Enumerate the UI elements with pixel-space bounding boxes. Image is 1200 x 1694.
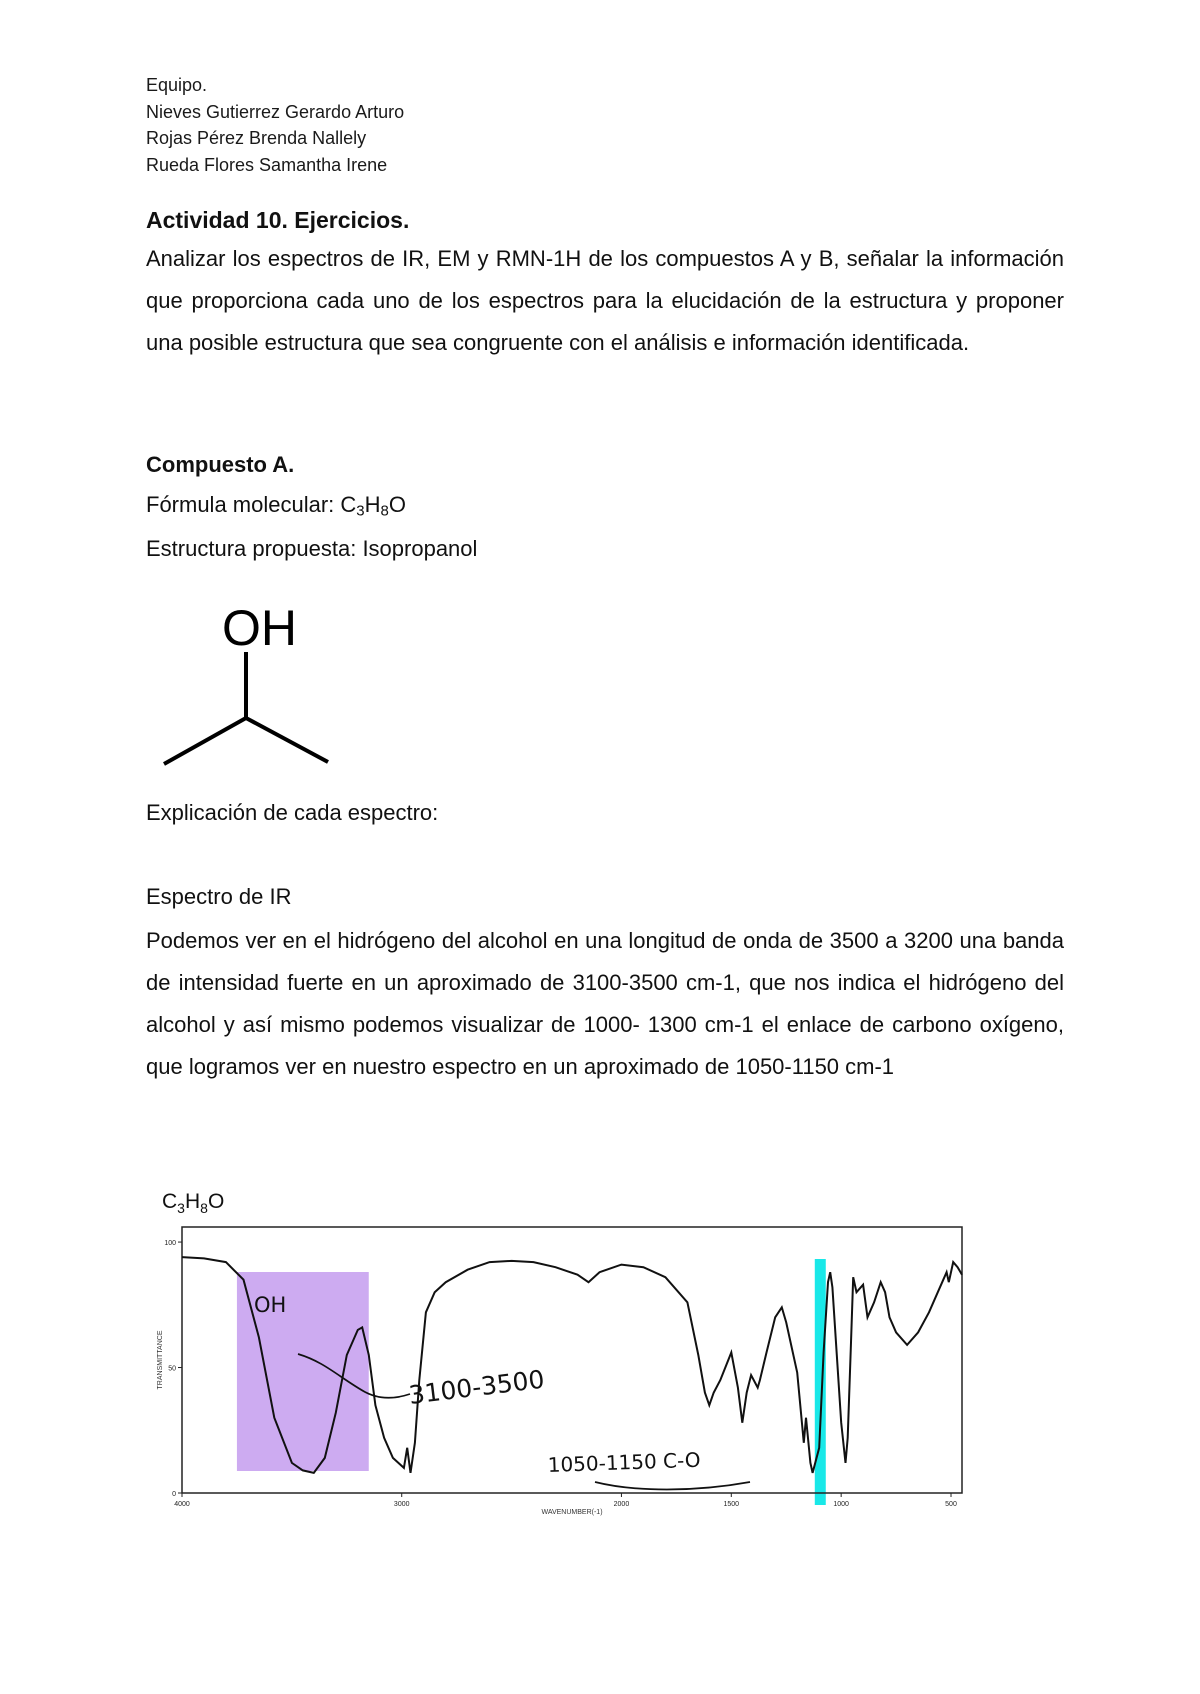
highlight-band xyxy=(815,1259,826,1505)
formula-c: C xyxy=(340,492,357,517)
ir-explanation: Podemos ver en el hidrógeno del alcohol en una longitud de onda de 3500 a 3200 una banda de intensidad fuerte en un aproximado de 3100-3500 cm-1, que nos indica el hidrógeno del alcohol y así mismo podemos visualizar de 1000- 1300 cm-1 el enlace de carbono oxígeno, que logramos ver en nuestro espectro en un aproximado de 1050-1150 cm-1 xyxy=(146,928,1064,1079)
chart-title-h: H xyxy=(184,1190,201,1213)
formula-h: H xyxy=(364,492,381,517)
y-tick-label: 50 xyxy=(168,1365,176,1373)
oh-annotation: OH xyxy=(254,1293,287,1317)
proposed-structure: Estructura propuesta: Isopropanol xyxy=(146,536,478,561)
annotation-stroke-co xyxy=(595,1482,750,1490)
y-tick-label: 100 xyxy=(164,1240,176,1248)
molecular-formula xyxy=(146,492,406,518)
formula-c-count: 3 xyxy=(356,502,365,520)
chart-title-o: O xyxy=(207,1190,225,1213)
x-tick-label: 4000 xyxy=(174,1501,190,1508)
team-label: Equipo. xyxy=(146,75,208,95)
formula-o: O xyxy=(388,492,406,517)
formula-h-count: 8 xyxy=(380,502,389,520)
explanation-label: Explicación de cada espectro: xyxy=(146,800,439,825)
team-block xyxy=(146,72,404,178)
ir-spectrum-chart xyxy=(150,1180,1070,1560)
x-axis-label: WAVENUMBER(-1) xyxy=(541,1509,603,1516)
c-c-bond-right xyxy=(246,718,328,762)
x-tick-label: 1500 xyxy=(723,1501,740,1508)
team-member: Rueda Flores Samantha Irene xyxy=(146,154,388,175)
x-tick-label: 500 xyxy=(945,1501,957,1508)
formula-label: Fórmula molecular: xyxy=(146,492,341,517)
chart-title-h-count: 8 xyxy=(200,1200,208,1216)
y-axis-label: TRANSMITTANCE xyxy=(157,1330,164,1390)
ir-section-title: Espectro de IR xyxy=(146,884,292,909)
x-tick-label: 1000 xyxy=(833,1501,849,1508)
chart-title-c-count: 3 xyxy=(177,1200,185,1216)
isopropanol-structure xyxy=(150,590,350,780)
x-tick-label: 3000 xyxy=(393,1501,410,1508)
team-member: Nieves Gutierrez Gerardo Arturo xyxy=(146,101,405,122)
range-annotation-oh: 3100-3500 xyxy=(407,1364,546,1410)
chart-title-c: C xyxy=(162,1190,178,1213)
c-c-bond-left xyxy=(164,718,246,764)
hydroxyl-label: OH xyxy=(222,600,297,656)
chart-title xyxy=(162,1190,224,1216)
activity-title: Actividad 10. Ejercicios. xyxy=(146,207,410,233)
team-member: Rojas Pérez Brenda Nallely xyxy=(146,128,367,148)
y-tick-label: 0 xyxy=(172,1491,176,1498)
x-tick-label: 2000 xyxy=(613,1501,630,1508)
range-annotation-co: 1050-1150 C-O xyxy=(547,1447,701,1477)
activity-instructions: Analizar los espectros de IR, EM y RMN-1H de los compuestos A y B, señalar la información que proporciona cada uno de los espectros para la elucidación de la estructura y proponer una posible estructura que sea congruente con el análisis e información identificada. xyxy=(146,246,1064,355)
compound-title: Compuesto A. xyxy=(146,452,295,477)
